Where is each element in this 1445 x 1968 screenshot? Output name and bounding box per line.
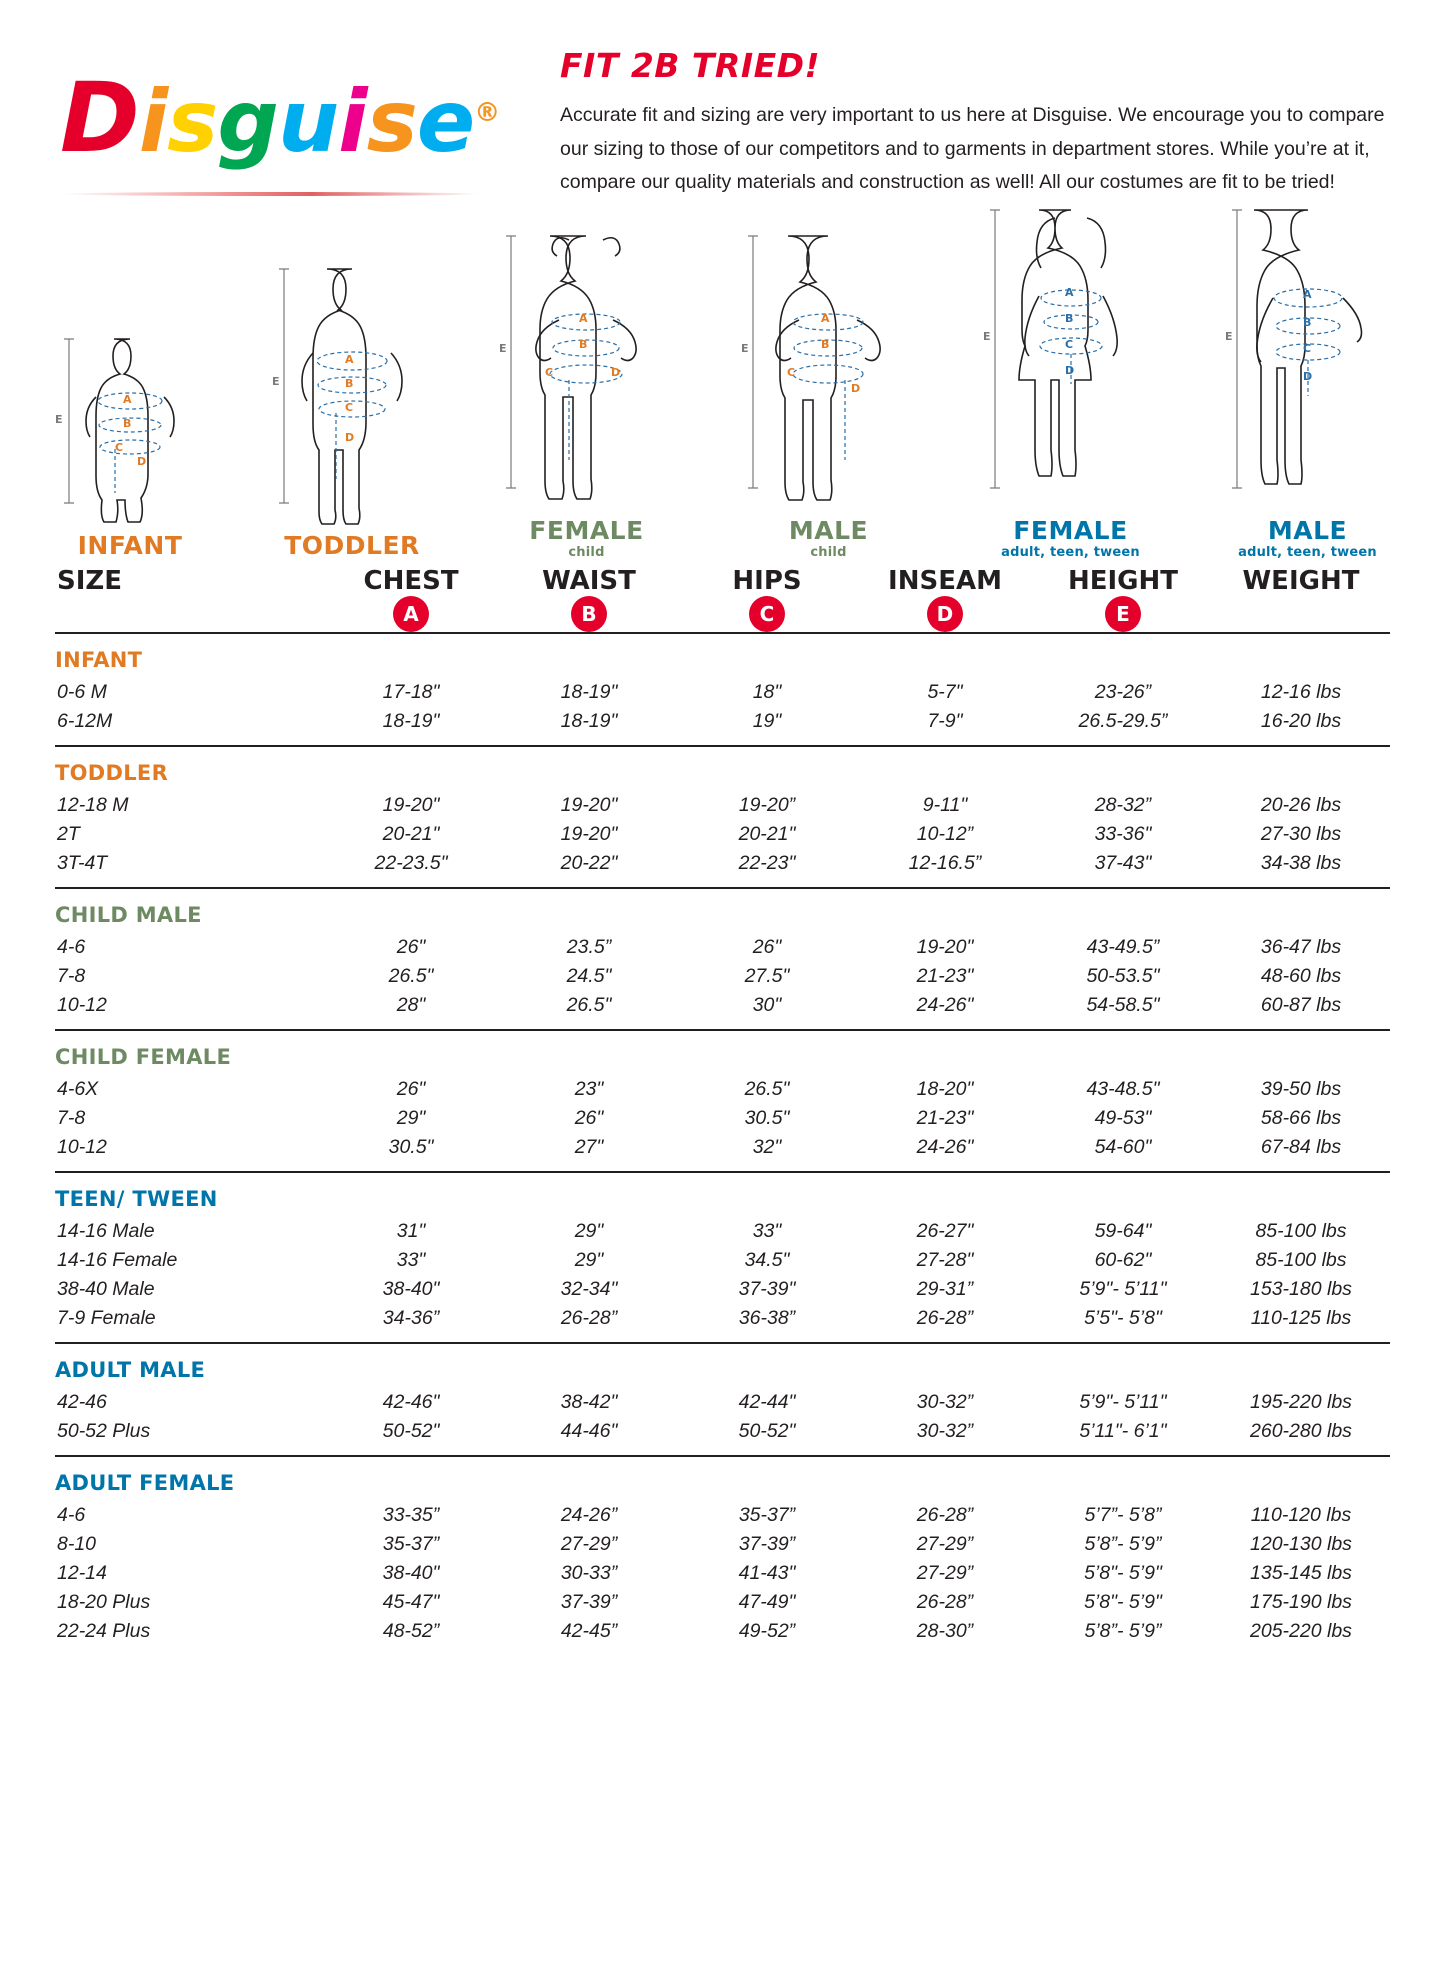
brand-logo — [60, 40, 540, 196]
marker-d: D — [137, 455, 147, 469]
cell-measure: 33" — [752, 1219, 782, 1242]
table-row — [55, 1388, 1390, 1417]
cell-measure: 30-32” — [916, 1390, 974, 1413]
marker-d: D — [611, 366, 621, 380]
header-chest: CHEST — [363, 565, 459, 596]
letter-badge-e: E — [1105, 596, 1141, 632]
cell-measure: 47-49" — [738, 1590, 796, 1613]
cell-measure: 30.5" — [744, 1106, 790, 1129]
marker-a: A — [123, 393, 132, 407]
cell-measure: 27-28" — [916, 1248, 974, 1271]
marker-b: B — [821, 338, 830, 352]
cell-measure: 42-45” — [560, 1619, 618, 1642]
cell-measure: 5’8”- 5’9” — [1084, 1619, 1162, 1642]
cell-measure: 33" — [396, 1248, 426, 1271]
cell-measure: 28" — [396, 993, 426, 1016]
group-title: TODDLER — [55, 746, 1390, 791]
cell-measure: 85-100 lbs — [1255, 1219, 1347, 1242]
cell-measure: 19-20" — [382, 793, 440, 816]
figure-sublabel-child-male: child — [810, 544, 847, 560]
cell-measure: 48-60 lbs — [1260, 964, 1342, 987]
cell-measure: 43-48.5" — [1086, 1077, 1160, 1100]
cell-measure: 110-120 lbs — [1250, 1503, 1352, 1526]
figure-label-infant: INFANT — [77, 531, 183, 561]
cell-measure: 42-46" — [382, 1390, 440, 1413]
marker-e: E — [983, 330, 991, 344]
cell-measure: 36-47 lbs — [1260, 935, 1342, 958]
cell-measure: 60-62" — [1094, 1248, 1152, 1271]
figure-label-adult-female: FEMALE — [1013, 516, 1128, 546]
table-row — [55, 1075, 1390, 1104]
marker-a: A — [821, 312, 830, 326]
cell-measure: 32" — [752, 1135, 782, 1158]
cell-measure: 30" — [752, 993, 782, 1016]
table-row — [55, 1275, 1390, 1304]
registered-mark: ® — [474, 98, 500, 129]
cell-measure: 26-28” — [916, 1306, 974, 1329]
cell-measure: 44-46" — [560, 1419, 618, 1442]
table-row — [55, 1246, 1390, 1275]
cell-measure: 19-20" — [916, 935, 974, 958]
cell-measure: 54-60" — [1094, 1135, 1152, 1158]
table-row — [55, 1559, 1390, 1588]
cell-measure: 24.5" — [566, 964, 612, 987]
cell-measure: 5-7" — [927, 680, 963, 703]
group-title: ADULT MALE — [55, 1343, 1390, 1388]
cell-measure: 24-26" — [916, 993, 974, 1016]
cell-measure: 27.5" — [744, 964, 790, 987]
letter-cell-c — [678, 596, 856, 633]
cell-measure: 34-38 lbs — [1260, 851, 1342, 874]
cell-measure: 18-19" — [560, 709, 618, 732]
cell-measure: 34-36” — [382, 1306, 440, 1329]
table-row — [55, 849, 1390, 888]
cell-measure: 38-40" — [382, 1561, 440, 1584]
group-title: ADULT FEMALE — [55, 1456, 1390, 1501]
figure-adult-female — [983, 202, 1158, 559]
cell-measure: 22-23.5" — [374, 851, 448, 874]
cell-size: 22-24 Plus — [57, 1619, 151, 1642]
cell-size: 4-6X — [57, 1077, 99, 1100]
cell-size: 14-16 Female — [57, 1248, 178, 1271]
header-hips: HIPS — [732, 565, 802, 596]
figure-label-child-male: MALE — [788, 516, 869, 546]
table-row — [55, 1304, 1390, 1343]
intro-body: Accurate fit and sizing are very important to us here at Disguise. We encourage you to compare our sizing to those of our competitors and to garments in department stores. While you’re at it, compare our quality materials and construction as well! All our costumes are fit to be tried! — [560, 104, 1385, 194]
cell-measure: 23-26” — [1094, 680, 1152, 703]
cell-measure: 5’8”- 5’9” — [1084, 1532, 1162, 1555]
cell-measure: 27-30 lbs — [1260, 822, 1342, 845]
logo-letter-d: D — [60, 62, 139, 174]
cell-measure: 54-58.5" — [1086, 993, 1160, 1016]
cell-measure: 29" — [396, 1106, 426, 1129]
cell-measure: 38-42" — [560, 1390, 618, 1413]
group-header-row — [55, 1030, 1390, 1075]
cell-measure: 37-39” — [560, 1590, 618, 1613]
cell-measure: 59-64" — [1094, 1219, 1152, 1242]
letter-cell-a — [322, 596, 500, 633]
cell-measure: 26" — [574, 1106, 604, 1129]
cell-measure: 27-29” — [916, 1561, 974, 1584]
cell-size: 18-20 Plus — [57, 1590, 151, 1613]
cell-measure: 9-11" — [922, 793, 968, 816]
cell-measure: 26.5" — [388, 964, 434, 987]
letter-cell-b — [500, 596, 678, 633]
table-row — [55, 1530, 1390, 1559]
cell-measure: 28-30” — [916, 1619, 974, 1642]
cell-measure: 23.5” — [566, 935, 612, 958]
cell-measure: 43-49.5” — [1086, 935, 1160, 958]
cell-measure: 29" — [574, 1248, 604, 1271]
cell-measure: 23" — [574, 1077, 604, 1100]
cell-measure: 29" — [574, 1219, 604, 1242]
cell-measure: 28-32” — [1094, 793, 1152, 816]
table-body — [55, 633, 1390, 1655]
figure-label-adult-male: MALE — [1267, 516, 1348, 546]
adult-male-markers — [1225, 200, 1390, 512]
cell-measure: 5’5"- 5’8" — [1084, 1306, 1162, 1329]
cell-measure: 27-29” — [916, 1532, 974, 1555]
cell-measure: 7-9" — [927, 709, 963, 732]
cell-measure: 33-36" — [1094, 822, 1152, 845]
letter-badge-b: B — [571, 596, 607, 632]
letter-cell-e — [1034, 596, 1212, 633]
figure-sublabel-child-female: child — [568, 544, 605, 560]
group-header-row — [55, 633, 1390, 678]
brand-wordmark — [60, 62, 540, 174]
cell-measure: 26.5" — [566, 993, 612, 1016]
cell-measure: 22-23" — [738, 851, 796, 874]
cell-measure: 195-220 lbs — [1250, 1390, 1352, 1413]
cell-measure: 175-190 lbs — [1250, 1590, 1352, 1613]
table-row — [55, 1104, 1390, 1133]
cell-measure: 260-280 lbs — [1250, 1419, 1352, 1442]
table-row — [55, 991, 1390, 1030]
marker-c: C — [787, 366, 796, 380]
logo-letter-u: u — [277, 72, 339, 172]
cell-measure: 49-52” — [738, 1619, 796, 1642]
marker-a: A — [579, 312, 588, 326]
marker-b: B — [345, 377, 354, 391]
page-header — [0, 0, 1445, 200]
table-row — [55, 933, 1390, 962]
cell-measure: 12-16 lbs — [1260, 680, 1342, 703]
group-title: CHILD MALE — [55, 888, 1390, 933]
logo-letter-i1: i — [138, 72, 168, 172]
cell-measure: 67-84 lbs — [1260, 1135, 1342, 1158]
marker-e: E — [272, 375, 280, 389]
cell-measure: 26" — [752, 935, 782, 958]
cell-measure: 19" — [752, 709, 782, 732]
cell-measure: 18-20" — [916, 1077, 974, 1100]
cell-size: 4-6 — [57, 935, 86, 958]
cell-measure: 135-145 lbs — [1250, 1561, 1352, 1584]
cell-measure: 19-20" — [560, 793, 618, 816]
cell-measure: 5’8"- 5’9" — [1084, 1561, 1162, 1584]
marker-b: B — [1303, 316, 1312, 330]
cell-measure: 30-32” — [916, 1419, 974, 1442]
group-header-row — [55, 1456, 1390, 1501]
letter-badge-c: C — [749, 596, 785, 632]
cell-measure: 37-39" — [738, 1277, 796, 1300]
cell-measure: 30.5" — [388, 1135, 434, 1158]
figure-sublabel-adult-female: adult, teen, tween — [1001, 544, 1140, 560]
header-waist: WAIST — [542, 565, 636, 596]
cell-measure: 18" — [752, 680, 782, 703]
table-header-row — [55, 566, 1390, 596]
table-row — [55, 1501, 1390, 1530]
cell-measure: 26-28” — [916, 1503, 974, 1526]
logo-letter-i2: i — [338, 72, 367, 172]
cell-measure: 17-18" — [382, 680, 440, 703]
figure-row — [0, 230, 1445, 560]
cell-measure: 26-28” — [916, 1590, 974, 1613]
cell-size: 6-12M — [57, 709, 113, 732]
letter-blank-right — [1212, 596, 1390, 633]
cell-measure: 60-87 lbs — [1260, 993, 1342, 1016]
marker-c: C — [1065, 338, 1074, 352]
cell-measure: 31" — [396, 1219, 426, 1242]
cell-size: 12-14 — [57, 1561, 107, 1584]
cell-measure: 49-53" — [1094, 1106, 1152, 1129]
cell-measure: 26" — [396, 935, 426, 958]
marker-b: B — [123, 417, 132, 431]
table-row — [55, 1588, 1390, 1617]
cell-size: 42-46 — [57, 1390, 107, 1413]
logo-swoosh-divider — [60, 192, 480, 196]
letter-cell-d — [856, 596, 1034, 633]
cell-measure: 45-47" — [382, 1590, 440, 1613]
cell-measure: 42-44" — [738, 1390, 796, 1413]
cell-measure: 50-52" — [738, 1419, 796, 1442]
cell-measure: 24-26" — [916, 1135, 974, 1158]
cell-measure: 41-43" — [738, 1561, 796, 1584]
table-row — [55, 962, 1390, 991]
cell-size: 10-12 — [57, 993, 107, 1016]
child-male-markers — [741, 220, 916, 512]
marker-c: C — [345, 401, 354, 415]
cell-measure: 205-220 lbs — [1250, 1619, 1352, 1642]
marker-d: D — [1065, 364, 1075, 378]
logo-letter-g: g — [217, 72, 278, 172]
figure-adult-male — [1225, 202, 1390, 559]
cell-measure: 12-16.5” — [908, 851, 982, 874]
cell-measure: 24-26” — [560, 1503, 618, 1526]
cell-measure: 19-20” — [738, 793, 796, 816]
header-weight: WEIGHT — [1242, 565, 1360, 596]
cell-measure: 10-12” — [916, 822, 974, 845]
infant-markers — [55, 295, 205, 527]
marker-d: D — [1303, 370, 1313, 384]
cell-size: 4-6 — [57, 1503, 86, 1526]
cell-size: 7-9 Female — [57, 1306, 156, 1329]
cell-measure: 37-43" — [1094, 851, 1152, 874]
cell-size: 7-8 — [57, 964, 86, 987]
cell-measure: 26" — [396, 1077, 426, 1100]
cell-measure: 18-19" — [560, 680, 618, 703]
marker-a: A — [1065, 286, 1074, 300]
cell-measure: 5’11"- 6’1" — [1079, 1419, 1167, 1442]
table-row — [55, 791, 1390, 820]
cell-size: 8-10 — [57, 1532, 97, 1555]
header-height: HEIGHT — [1067, 565, 1178, 596]
table-row — [55, 707, 1390, 746]
figure-child-female — [499, 222, 674, 559]
child-female-markers — [499, 220, 674, 512]
figure-label-child-female: FEMALE — [529, 516, 644, 546]
cell-measure: 26-27" — [916, 1219, 974, 1242]
cell-measure: 110-125 lbs — [1250, 1306, 1352, 1329]
marker-a: A — [1303, 288, 1312, 302]
marker-d: D — [345, 431, 355, 445]
size-table — [55, 566, 1390, 1655]
cell-size: 14-16 Male — [57, 1219, 155, 1242]
toddler-markers — [272, 255, 432, 527]
group-header-row — [55, 888, 1390, 933]
table-row — [55, 1217, 1390, 1246]
cell-size: 50-52 Plus — [57, 1419, 151, 1442]
cell-measure: 20-21" — [738, 822, 796, 845]
cell-measure: 50-53.5" — [1086, 964, 1160, 987]
marker-e: E — [741, 342, 749, 356]
letter-badge-a: A — [393, 596, 429, 632]
adult-female-markers — [983, 200, 1158, 512]
cell-size: 2T — [57, 822, 80, 845]
table-row — [55, 820, 1390, 849]
marker-d: D — [851, 382, 861, 396]
cell-measure: 34.5" — [744, 1248, 790, 1271]
marker-e: E — [1225, 330, 1233, 344]
header-size: SIZE — [57, 565, 123, 596]
cell-measure: 35-37” — [738, 1503, 796, 1526]
cell-measure: 35-37” — [382, 1532, 440, 1555]
group-header-row — [55, 1172, 1390, 1217]
table-letter-row — [55, 596, 1390, 633]
marker-a: A — [345, 353, 354, 367]
cell-measure: 33-35” — [382, 1503, 440, 1526]
letter-badge-d: D — [927, 596, 963, 632]
cell-measure: 32-34" — [560, 1277, 618, 1300]
group-header-row — [55, 1343, 1390, 1388]
size-chart — [0, 566, 1445, 1655]
marker-c: C — [115, 441, 124, 455]
marker-c: C — [1303, 342, 1312, 356]
cell-size: 3T-4T — [57, 851, 108, 874]
cell-measure: 20-26 lbs — [1260, 793, 1342, 816]
cell-measure: 5’9"- 5’11" — [1079, 1277, 1167, 1300]
cell-measure: 5’9"- 5’11" — [1079, 1390, 1167, 1413]
intro-block — [540, 40, 1385, 200]
group-title: TEEN/ TWEEN — [55, 1172, 1390, 1217]
cell-measure: 36-38” — [738, 1306, 796, 1329]
cell-size: 0-6 M — [57, 680, 107, 703]
cell-measure: 37-39” — [738, 1532, 796, 1555]
cell-measure: 26.5" — [744, 1077, 790, 1100]
group-header-row — [55, 746, 1390, 791]
cell-measure: 26-28” — [560, 1306, 618, 1329]
cell-measure: 29-31” — [916, 1277, 974, 1300]
marker-e: E — [499, 342, 507, 356]
marker-b: B — [579, 338, 588, 352]
cell-size: 12-18 M — [57, 793, 129, 816]
cell-size: 38-40 Male — [57, 1277, 155, 1300]
cell-measure: 153-180 lbs — [1250, 1277, 1352, 1300]
logo-letter-s2: s — [366, 72, 417, 172]
logo-letter-e: e — [416, 72, 475, 172]
cell-size: 7-8 — [57, 1106, 86, 1129]
figure-label-toddler: TODDLER — [284, 531, 420, 561]
header-inseam: INSEAM — [888, 565, 1002, 596]
cell-measure: 21-23" — [916, 964, 974, 987]
cell-measure: 26.5-29.5” — [1078, 709, 1168, 732]
marker-e: E — [55, 413, 63, 427]
cell-measure: 5’7”- 5’8” — [1084, 1503, 1162, 1526]
cell-measure: 21-23" — [916, 1106, 974, 1129]
table-row — [55, 1417, 1390, 1456]
figure-child-male — [741, 222, 916, 559]
cell-measure: 19-20" — [560, 822, 618, 845]
figure-toddler — [272, 257, 432, 559]
cell-measure: 20-21" — [382, 822, 440, 845]
cell-measure: 39-50 lbs — [1260, 1077, 1342, 1100]
table-row — [55, 678, 1390, 707]
cell-measure: 38-40" — [382, 1277, 440, 1300]
intro-title: FIT 2B TRIED! — [560, 46, 821, 85]
cell-measure: 58-66 lbs — [1260, 1106, 1342, 1129]
group-title: CHILD FEMALE — [55, 1030, 1390, 1075]
cell-measure: 30-33” — [560, 1561, 618, 1584]
cell-measure: 120-130 lbs — [1250, 1532, 1352, 1555]
letter-blank-left — [55, 596, 322, 633]
table-row — [55, 1617, 1390, 1655]
marker-b: B — [1065, 312, 1074, 326]
cell-measure: 85-100 lbs — [1255, 1248, 1347, 1271]
table-row — [55, 1133, 1390, 1172]
figure-infant — [55, 297, 205, 559]
group-title: INFANT — [55, 633, 1390, 678]
marker-c: C — [545, 366, 554, 380]
cell-measure: 18-19" — [382, 709, 440, 732]
cell-measure: 48-52” — [382, 1619, 440, 1642]
cell-measure: 27" — [574, 1135, 604, 1158]
figure-sublabel-adult-male: adult, teen, tween — [1238, 544, 1377, 560]
cell-measure: 16-20 lbs — [1260, 709, 1342, 732]
cell-size: 10-12 — [57, 1135, 107, 1158]
cell-measure: 50-52" — [382, 1419, 440, 1442]
cell-measure: 27-29” — [560, 1532, 618, 1555]
cell-measure: 5’8"- 5’9" — [1084, 1590, 1162, 1613]
logo-letter-s1: s — [167, 72, 218, 172]
cell-measure: 20-22" — [560, 851, 618, 874]
